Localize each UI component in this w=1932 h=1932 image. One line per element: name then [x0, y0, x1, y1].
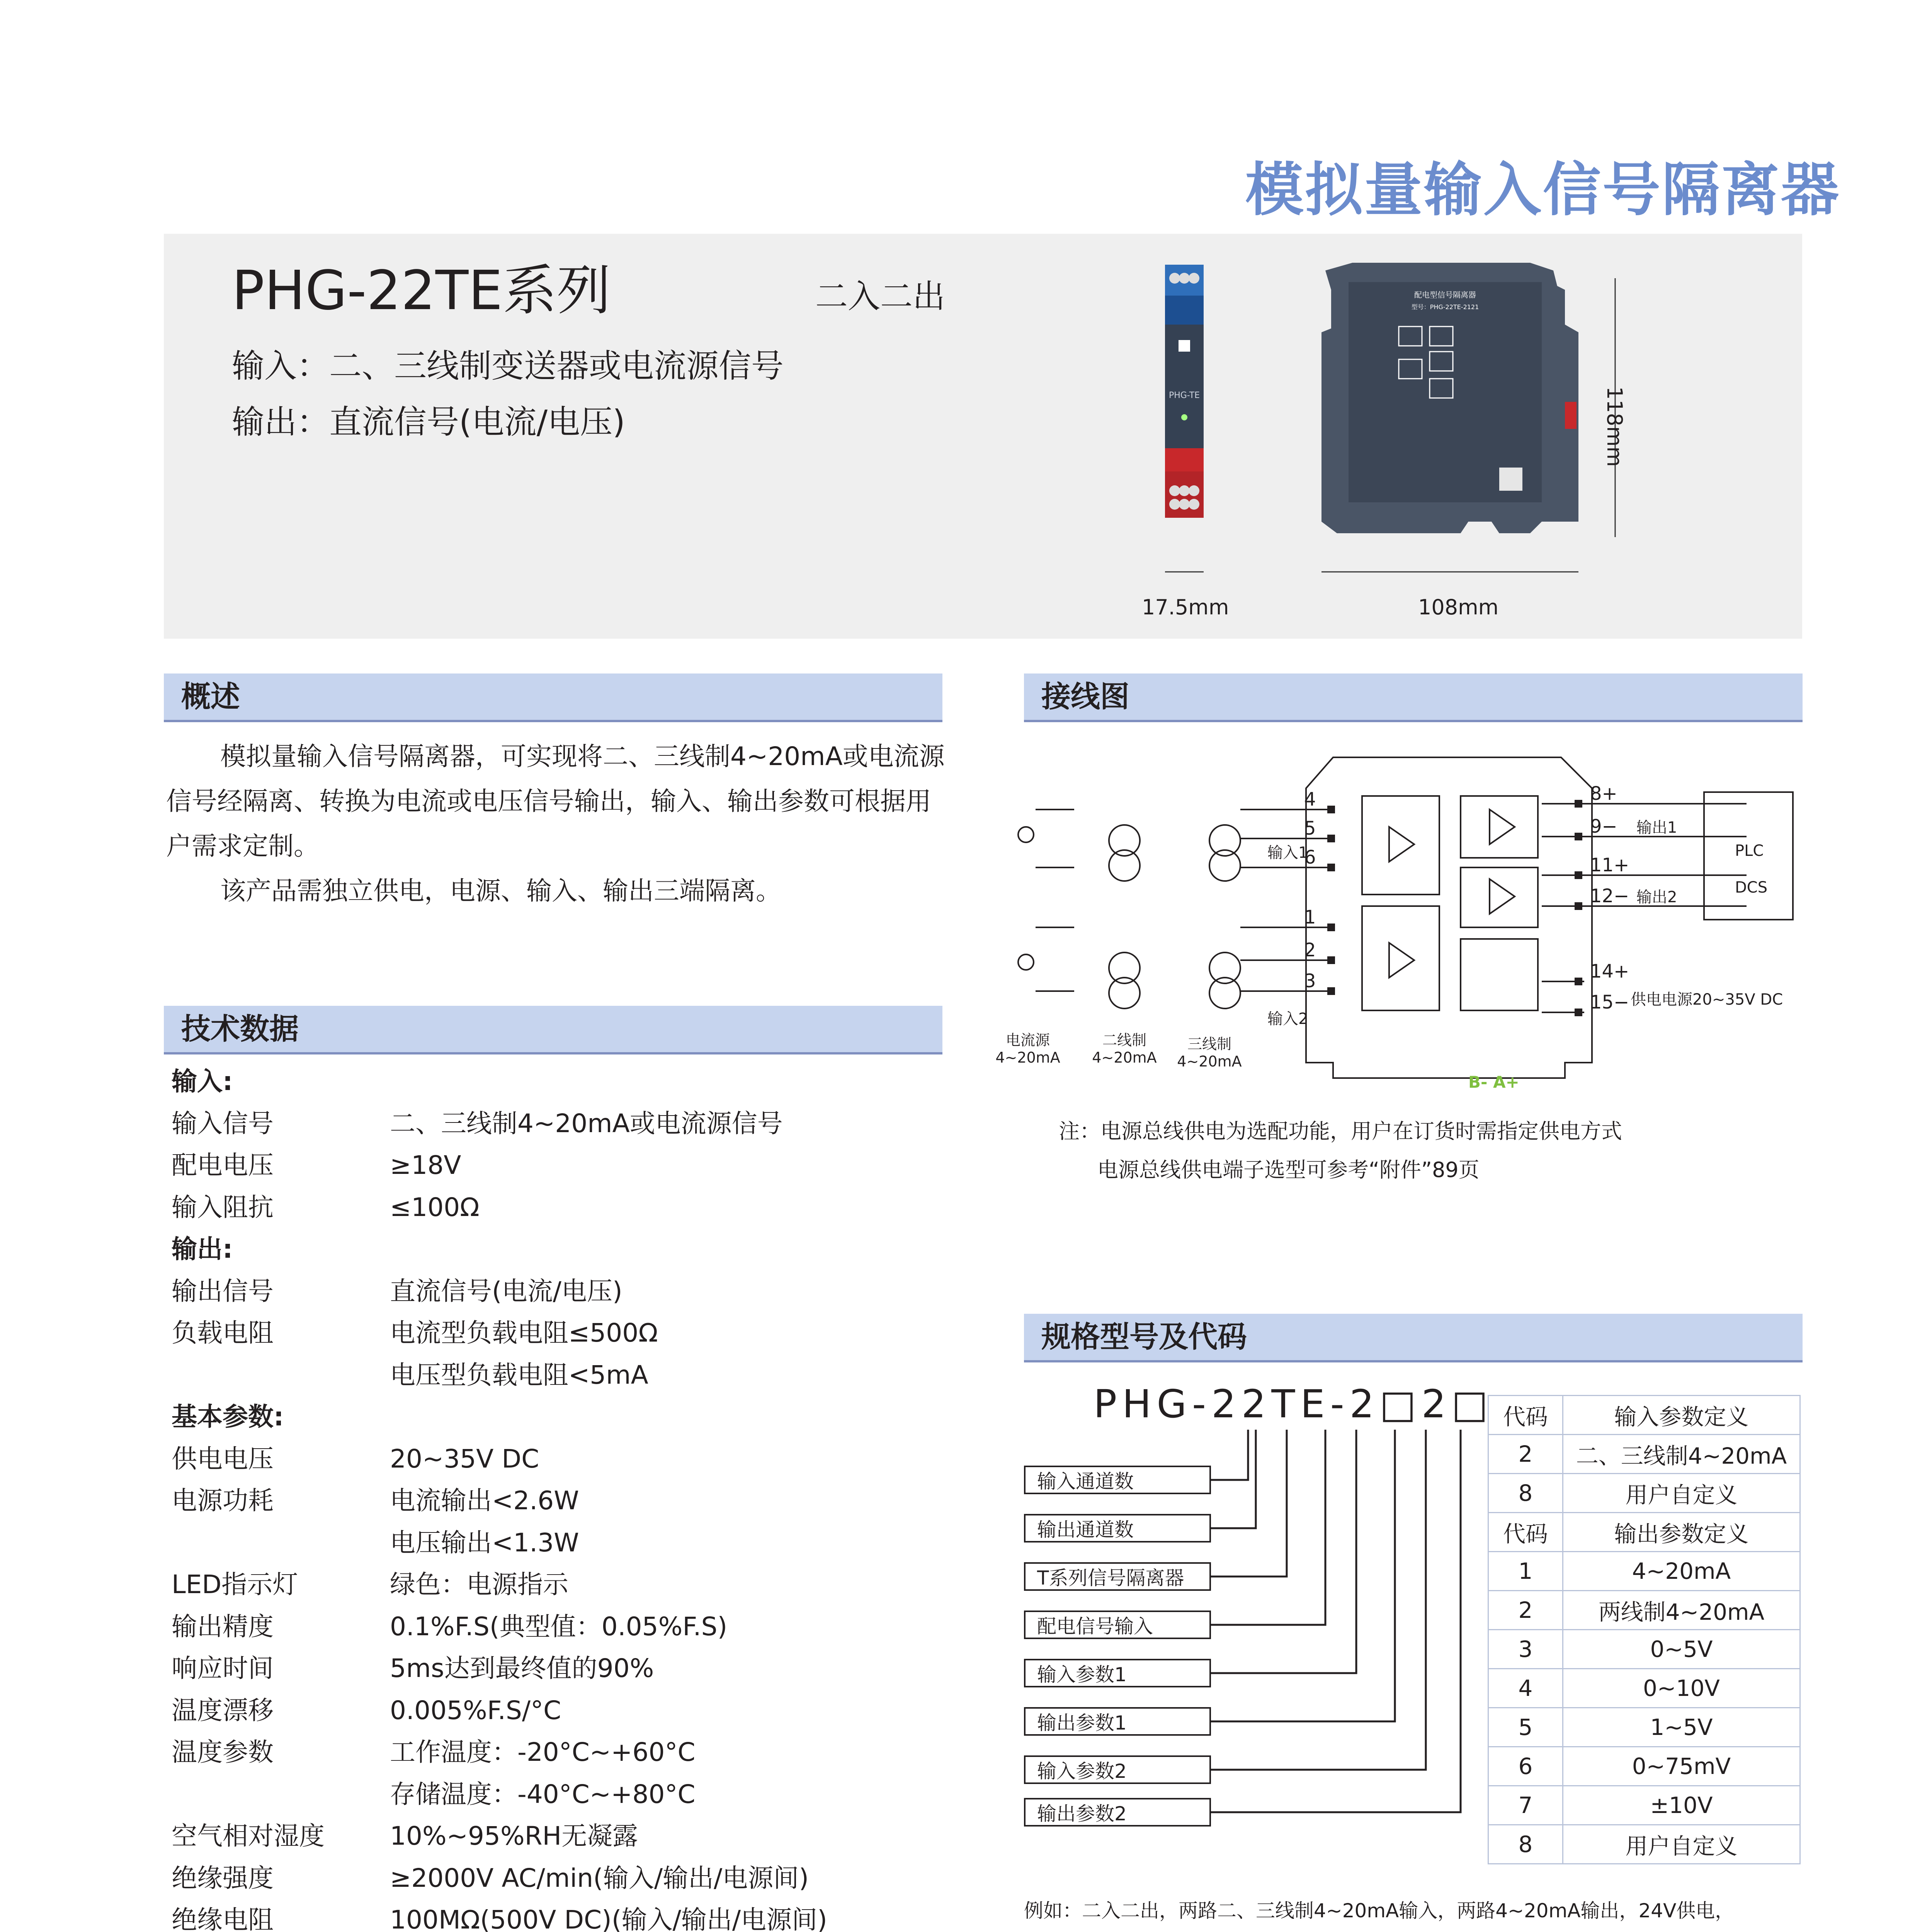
src-three-wire: 三线制 [1187, 1036, 1232, 1053]
legend-connectors [1194, 1430, 1488, 1835]
legend-box: 输出参数2 [1024, 1798, 1211, 1827]
tech-row-label: 绝缘电阻 [172, 1905, 274, 1932]
spec-def-cell: 用户自定义 [1563, 1825, 1800, 1864]
module-side-view [1165, 263, 1204, 723]
front-title: 配电型信号隔离器 [1414, 290, 1476, 299]
tech-row-value: 电压输出<1.3W [390, 1527, 579, 1558]
spec-def-cell: 4~20mA [1563, 1552, 1800, 1591]
terminal-15: 15− [1590, 992, 1629, 1013]
plc-label: PLC [1735, 842, 1764, 860]
tech-row-value: 电流型负载电阻≤500Ω [390, 1318, 658, 1348]
tech-row-label: 电源功耗 [172, 1486, 274, 1515]
output1-label: 输出1 [1636, 819, 1677, 837]
spec-def-cell: 用户自定义 [1563, 1474, 1800, 1513]
spec-table-row [1488, 1786, 1800, 1825]
tech-row [172, 1815, 944, 1857]
src-current-range: 4~20mA [995, 1049, 1060, 1066]
spec-code-cell: 6 [1488, 1747, 1563, 1786]
overview-heading: 概述 [164, 673, 942, 720]
tech-row-value: 电流输出<2.6W [390, 1486, 579, 1515]
spec-code-cell: 4 [1488, 1669, 1563, 1708]
tech-rule [164, 1052, 942, 1054]
front-model: 型号：PHG-22TE-2121 [1411, 303, 1479, 311]
terminal-4: 4 [1304, 789, 1316, 810]
tech-row-value: ≥18V [390, 1150, 461, 1180]
tech-row-label: 输出信号 [172, 1276, 274, 1306]
example-line1: 例如：二入二出，两路二、三线制4~20mA输入，两路4~20mA输出，24V供电， [1024, 1900, 1735, 1922]
wiring-diagram [995, 753, 1824, 1101]
input1-label: 输入1 [1267, 844, 1308, 862]
tech-row [172, 1228, 944, 1270]
spec-table-row [1488, 1591, 1800, 1630]
spec-code-cell: 7 [1488, 1786, 1563, 1825]
tech-row [172, 1270, 944, 1312]
page-category-title: 模拟量输入信号隔离器 [1245, 156, 1840, 224]
wiring-rule [1024, 720, 1803, 722]
tech-row [172, 1145, 944, 1186]
series-title: PHG-22TE系列 [232, 259, 611, 322]
overview-line1: 模拟量输入信号隔离器，可实现将二、三线制4~20mA或电流源 [220, 742, 945, 771]
tech-row-label: 温度参数 [172, 1737, 274, 1767]
tech-row [172, 1606, 944, 1648]
spec-def-cell: 0~10V [1563, 1669, 1800, 1708]
legend-box: 输出参数1 [1024, 1707, 1211, 1736]
wiring-note-line1: 注：电源总线供电为选配功能，用户在订货时需指定供电方式 [1059, 1119, 1622, 1143]
dim-depth: 108mm [1418, 595, 1499, 619]
tech-row-value: 5ms达到最终值的90% [390, 1653, 654, 1683]
spec-table-row [1488, 1630, 1800, 1669]
dim-height: 118mm [1602, 386, 1627, 467]
spec-def-cell: 1~5V [1563, 1708, 1800, 1747]
tech-row-label: LED指示灯 [172, 1570, 298, 1599]
tech-row-label: 绝缘强度 [172, 1863, 274, 1893]
legend-box: 输入参数1 [1024, 1659, 1211, 1687]
spec-table-header [1488, 1513, 1800, 1552]
spec-code-cell: 8 [1488, 1474, 1563, 1513]
spec-table-row [1488, 1435, 1800, 1474]
terminal-1: 1 [1304, 906, 1316, 928]
tech-row-value: 20~35V DC [390, 1444, 539, 1474]
spec-table-row [1488, 1708, 1800, 1747]
tech-row-label: 基本参数: [172, 1402, 284, 1432]
overview-line4: 该产品需独立供电，电源、输入、输出三端隔离。 [220, 876, 781, 906]
overview-line3: 户需求定制。 [166, 831, 319, 861]
tech-row-value: 存储温度：-40°C~+80°C [390, 1779, 696, 1809]
overview-line2: 信号经隔离、转换为电流或电压信号输出，输入、输出参数可根据用 [166, 786, 931, 816]
tech-row [172, 1103, 944, 1145]
spec-code-cell: 5 [1488, 1708, 1563, 1747]
tech-row-value: 工作温度：-20°C~+60°C [390, 1737, 696, 1767]
wiring-heading: 接线图 [1024, 673, 1803, 720]
product-illustration [1121, 255, 1739, 626]
terminal-5: 5 [1304, 818, 1316, 839]
tech-row-label: 输出精度 [172, 1611, 274, 1641]
spec-rule [1024, 1360, 1803, 1362]
tech-row-label: 输入: [172, 1066, 233, 1096]
spec-def-cell: 0~5V [1563, 1630, 1800, 1669]
tech-row-value: 二、三线制4~20mA或电流源信号 [390, 1108, 783, 1138]
tech-row [172, 1899, 944, 1932]
output-line: 输出：直流信号(电流/电压) [232, 403, 625, 441]
spec-def-cell: 输出参数定义 [1563, 1513, 1800, 1552]
tech-row-value: 直流信号(电流/电压) [390, 1276, 622, 1306]
spec-table-row [1488, 1669, 1800, 1708]
legend-box: 输出通道数 [1024, 1514, 1211, 1543]
src-current: 电流源 [1005, 1032, 1050, 1049]
spec-def-cell: 0~75mV [1563, 1747, 1800, 1786]
tech-row-label: 输入阻抗 [172, 1192, 274, 1222]
spec-def-cell: ±10V [1563, 1786, 1800, 1825]
tech-row [172, 1312, 944, 1354]
tech-row [172, 1354, 944, 1396]
terminal-11: 11+ [1590, 854, 1629, 876]
tech-row [172, 1857, 944, 1899]
spec-code-cell: 2 [1488, 1435, 1563, 1474]
tech-row-label: 供电电压 [172, 1444, 274, 1474]
tech-row [172, 1061, 944, 1102]
tech-heading: 技术数据 [164, 1006, 942, 1052]
legend-box: T系列信号隔离器 [1024, 1562, 1211, 1591]
tech-row-value: 100MΩ(500V DC)(输入/输出/电源间) [390, 1905, 827, 1932]
tech-row-value: 0.1%F.S(典型值：0.05%F.S) [390, 1611, 728, 1641]
overview-rule [164, 720, 942, 722]
src-three-wire-range: 4~20mA [1177, 1053, 1242, 1070]
src-two-wire-range: 4~20mA [1092, 1049, 1157, 1066]
tech-row-label: 配电电压 [172, 1150, 274, 1180]
terminal-2: 2 [1304, 939, 1316, 961]
tech-row [172, 1438, 944, 1480]
spec-code-cell: 3 [1488, 1630, 1563, 1669]
side-label: PHG-TE [1168, 391, 1200, 400]
tech-row [172, 1690, 944, 1731]
tech-row [172, 1396, 944, 1438]
terminal-3: 3 [1304, 970, 1316, 992]
tech-row-value: ≥2000V AC/min(输入/输出/电源间) [390, 1863, 809, 1893]
tech-row-label: 负载电阻 [172, 1318, 274, 1348]
tech-row [172, 1564, 944, 1605]
tech-row [172, 1648, 944, 1689]
tech-row-label: 输出: [172, 1234, 233, 1264]
legend-box: 配电信号输入 [1024, 1611, 1211, 1639]
tech-row [172, 1187, 944, 1228]
tech-row [172, 1774, 944, 1815]
tech-row-label: 空气相对湿度 [172, 1821, 325, 1851]
dim-width: 17.5mm [1142, 595, 1229, 619]
tech-row-value: 0.005%F.S/°C [390, 1695, 561, 1725]
spec-def-cell: 两线制4~20mA [1563, 1591, 1800, 1630]
spec-table-row [1488, 1552, 1800, 1591]
spec-code-cell: 8 [1488, 1825, 1563, 1864]
spec-code-cell: 代码 [1488, 1396, 1563, 1435]
spec-code-table [1488, 1395, 1801, 1864]
spec-table-row [1488, 1747, 1800, 1786]
wiring-note-line2: 电源总线供电端子选型可参考“附件”89页 [1097, 1158, 1480, 1182]
spec-def-cell: 二、三线制4~20mA [1563, 1435, 1800, 1474]
power-label: 供电电源20~35V DC [1631, 991, 1783, 1009]
tech-row-label: 输入信号 [172, 1108, 274, 1138]
module-outline [1306, 757, 1592, 1078]
spec-code-cell: 代码 [1488, 1513, 1563, 1552]
spec-table-row [1488, 1474, 1800, 1513]
tech-row [172, 1731, 944, 1773]
tech-row-value: 10%~95%RH无凝露 [390, 1821, 638, 1851]
tech-row-value: 电压型负载电阻<5mA [390, 1360, 648, 1390]
terminal-9: 9− [1590, 816, 1617, 837]
module-front-view [1321, 263, 1578, 533]
tech-row-value: ≤100Ω [390, 1192, 480, 1222]
spec-code-cell: 1 [1488, 1552, 1563, 1591]
spec-heading: 规格型号及代码 [1024, 1314, 1803, 1360]
spec-def-cell: 输入参数定义 [1563, 1396, 1800, 1435]
model-code: PHG-22TE-2□2□ [1094, 1381, 1493, 1427]
src-two-wire: 二线制 [1102, 1032, 1147, 1049]
legend-box: 输入通道数 [1024, 1466, 1211, 1494]
bus-label: B- A+ [1468, 1073, 1519, 1092]
terminal-14: 14+ [1590, 961, 1629, 982]
terminal-8: 8+ [1590, 783, 1617, 804]
input-line: 输入：二、三线制变送器或电流源信号 [232, 347, 784, 385]
tech-row [172, 1522, 944, 1564]
terminal-12: 12− [1590, 885, 1629, 907]
terminal-6: 6 [1304, 847, 1316, 868]
spec-table-header [1488, 1396, 1800, 1435]
spec-code-cell: 2 [1488, 1591, 1563, 1630]
spec-table-row [1488, 1825, 1800, 1864]
tech-row [172, 1480, 944, 1522]
tech-row-label: 温度漂移 [172, 1695, 274, 1725]
input2-label: 输入2 [1267, 1010, 1308, 1028]
tech-row-value: 绿色：电源指示 [390, 1570, 568, 1599]
tech-row-label: 响应时间 [172, 1653, 274, 1683]
legend-box: 输入参数2 [1024, 1755, 1211, 1784]
dcs-label: DCS [1735, 879, 1768, 896]
output2-label: 输出2 [1636, 888, 1677, 906]
io-tag: 二入二出 [815, 277, 946, 315]
